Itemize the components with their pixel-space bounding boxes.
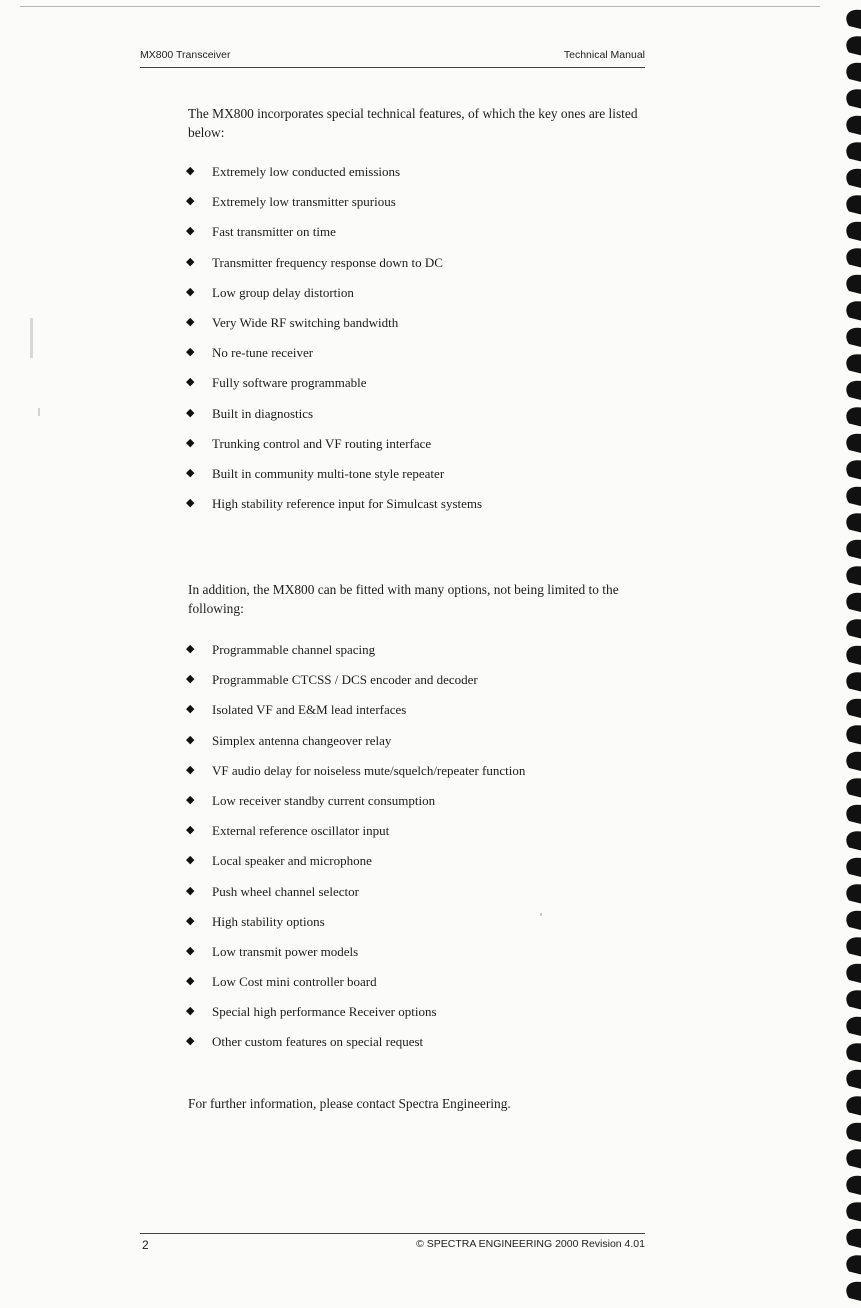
list-item — [186, 942, 646, 972]
binding-loop — [846, 672, 861, 691]
diamond-bullet-icon: ◆ — [186, 466, 195, 479]
binding-loop — [846, 36, 861, 55]
list-item-text: Low group delay distortion — [212, 284, 354, 300]
list-item-text: Fast transmitter on time — [212, 224, 336, 240]
binding-loop — [846, 222, 861, 241]
binding-loop — [846, 884, 861, 903]
list-item — [186, 283, 646, 313]
list-item — [186, 851, 646, 881]
list-item — [186, 1002, 646, 1032]
list-item-text: Trunking control and VF routing interface — [212, 435, 432, 451]
binding-loop — [846, 275, 861, 294]
page-header — [140, 45, 645, 68]
binding-loop — [846, 1229, 861, 1248]
list-item-text: Other custom features on special request — [212, 1034, 424, 1050]
binding-loop — [846, 407, 861, 426]
diamond-bullet-icon: ◆ — [186, 824, 195, 837]
binding-loop — [846, 752, 861, 771]
header-manual-title: Technical Manual — [563, 49, 645, 61]
diamond-bullet-icon: ◆ — [186, 346, 195, 359]
binding-loop — [846, 911, 861, 930]
list-item-text: Transmitter frequency response down to DC — [212, 254, 443, 270]
binding-loop — [846, 142, 861, 161]
list-item-text: Built in community multi-tone style repeater — [212, 465, 445, 481]
binding-loop — [846, 964, 861, 983]
binding-loop — [846, 1149, 861, 1168]
diamond-bullet-icon: ◆ — [186, 225, 195, 238]
list-item — [186, 761, 646, 791]
list-item-text: Low Cost mini controller board — [212, 974, 377, 990]
list-item — [186, 821, 646, 851]
list-item-text: Isolated VF and E&M lead interfaces — [212, 702, 407, 718]
diamond-bullet-icon: ◆ — [186, 255, 195, 268]
diamond-bullet-icon: ◆ — [186, 643, 195, 655]
binding-loop — [846, 566, 861, 585]
binding-loop — [846, 460, 861, 479]
list-item — [186, 192, 646, 222]
scan-speck — [540, 913, 542, 916]
binding-loop — [846, 1176, 861, 1195]
diamond-bullet-icon: ◆ — [186, 673, 195, 686]
list-item — [186, 670, 646, 700]
diamond-bullet-icon: ◆ — [186, 854, 195, 867]
list-item — [186, 972, 646, 1002]
list-item — [186, 882, 646, 912]
list-item-text: Low transmit power models — [212, 943, 359, 959]
list-item — [186, 222, 646, 252]
diamond-bullet-icon: ◆ — [186, 165, 195, 177]
binding-loop — [846, 301, 861, 320]
binding-loop — [846, 619, 861, 638]
scan-speck — [30, 318, 33, 358]
list-item-text: Local speaker and microphone — [212, 853, 372, 869]
binding-loop — [846, 169, 861, 188]
diamond-bullet-icon: ◆ — [186, 763, 195, 776]
diamond-bullet-icon: ◆ — [186, 285, 195, 298]
diamond-bullet-icon: ◆ — [186, 376, 195, 389]
binding-loop — [846, 937, 861, 956]
options-intro-paragraph: In addition, the MX800 can be fitted with many options, not being limited to the following: — [188, 582, 619, 616]
list-item — [186, 343, 646, 373]
list-item — [186, 373, 646, 403]
diamond-bullet-icon: ◆ — [186, 733, 195, 746]
features-list — [186, 162, 646, 524]
list-item — [186, 464, 646, 494]
binding-loop — [846, 434, 861, 453]
diamond-bullet-icon: ◆ — [186, 944, 195, 957]
binding-loop — [846, 1043, 861, 1062]
list-item-text: Programmable CTCSS / DCS encoder and decoder — [212, 672, 478, 688]
list-item-text: Built in diagnostics — [212, 405, 314, 421]
binding-loop — [846, 1017, 861, 1036]
binding-loop — [846, 1096, 861, 1115]
diamond-bullet-icon: ◆ — [186, 195, 195, 208]
closing-paragraph: For further information, please contact Spectra Engineering. — [188, 1096, 511, 1111]
binding-loop — [846, 328, 861, 347]
footer-copyright: © SPECTRA ENGINEERING 2000 Revision 4.01 — [416, 1238, 645, 1250]
binding-loop — [846, 646, 861, 665]
binding-loop — [846, 1202, 861, 1221]
diamond-bullet-icon: ◆ — [186, 884, 195, 897]
list-item — [186, 640, 646, 670]
diamond-bullet-icon: ◆ — [186, 793, 195, 806]
diamond-bullet-icon: ◆ — [186, 703, 195, 716]
list-item-text: Special high performance Receiver options — [212, 1004, 437, 1020]
binding-loop — [846, 990, 861, 1009]
binding-loop — [846, 699, 861, 718]
binding-loop — [846, 354, 861, 373]
diamond-bullet-icon: ◆ — [186, 1005, 195, 1018]
binding-loop — [846, 63, 861, 82]
list-item — [186, 912, 646, 942]
list-item-text: Extremely low transmitter spurious — [212, 194, 396, 210]
binding-loop — [846, 1070, 861, 1089]
list-item — [186, 404, 646, 434]
binding-loop — [846, 540, 861, 559]
list-item-text: Programmable channel spacing — [212, 642, 376, 657]
scan-speck — [38, 408, 40, 416]
list-item-text: No re-tune receiver — [212, 345, 314, 361]
binding-loop — [846, 805, 861, 824]
diamond-bullet-icon: ◆ — [186, 975, 195, 988]
list-item — [186, 494, 646, 524]
list-item-text: Extremely low conducted emissions — [212, 164, 401, 179]
binding-loop — [846, 1255, 861, 1274]
binding-loop — [846, 381, 861, 400]
binding-loop — [846, 831, 861, 850]
list-item-text: VF audio delay for noiseless mute/squelch/repeater function — [212, 762, 526, 778]
intro-paragraph: The MX800 incorporates special technical features, of which the key ones are listed below: — [188, 106, 638, 140]
binding-loop — [846, 116, 861, 135]
binding-loop — [846, 10, 861, 29]
list-item-text: Fully software programmable — [212, 375, 367, 391]
page-number: 2 — [142, 1238, 149, 1252]
binding-loop — [846, 725, 861, 744]
list-item-text: Simplex antenna changeover relay — [212, 732, 392, 748]
list-item — [186, 313, 646, 343]
header-document-title: MX800 Transceiver — [140, 49, 231, 61]
binding-loop — [846, 487, 861, 506]
list-item — [186, 162, 646, 192]
list-item — [186, 731, 646, 761]
list-item-text: Push wheel channel selector — [212, 883, 359, 899]
spiral-binding — [833, 0, 861, 1308]
diamond-bullet-icon: ◆ — [186, 1035, 195, 1048]
binding-loop — [846, 195, 861, 214]
list-item — [186, 434, 646, 464]
binding-loop — [846, 1123, 861, 1142]
list-item — [186, 791, 646, 821]
diamond-bullet-icon: ◆ — [186, 914, 195, 927]
list-item-text: High stability reference input for Simulcast systems — [212, 496, 483, 512]
binding-loop — [846, 858, 861, 877]
scan-top-rule — [20, 6, 820, 7]
binding-loop — [846, 778, 861, 797]
diamond-bullet-icon: ◆ — [186, 315, 195, 328]
binding-loop — [846, 248, 861, 267]
binding-loop — [846, 1282, 861, 1301]
binding-loop — [846, 89, 861, 108]
diamond-bullet-icon: ◆ — [186, 497, 195, 510]
list-item-text: External reference oscillator input — [212, 823, 390, 839]
page-footer — [140, 1233, 645, 1256]
list-item — [186, 253, 646, 283]
options-list — [186, 640, 646, 1063]
diamond-bullet-icon: ◆ — [186, 406, 195, 419]
list-item — [186, 1032, 646, 1062]
binding-loop — [846, 513, 861, 532]
binding-loop — [846, 593, 861, 612]
list-item-text: Low receiver standby current consumption — [212, 792, 436, 808]
diamond-bullet-icon: ◆ — [186, 436, 195, 449]
list-item-text: Very Wide RF switching bandwidth — [212, 314, 399, 330]
list-item-text: High stability options — [212, 913, 325, 929]
list-item — [186, 700, 646, 730]
